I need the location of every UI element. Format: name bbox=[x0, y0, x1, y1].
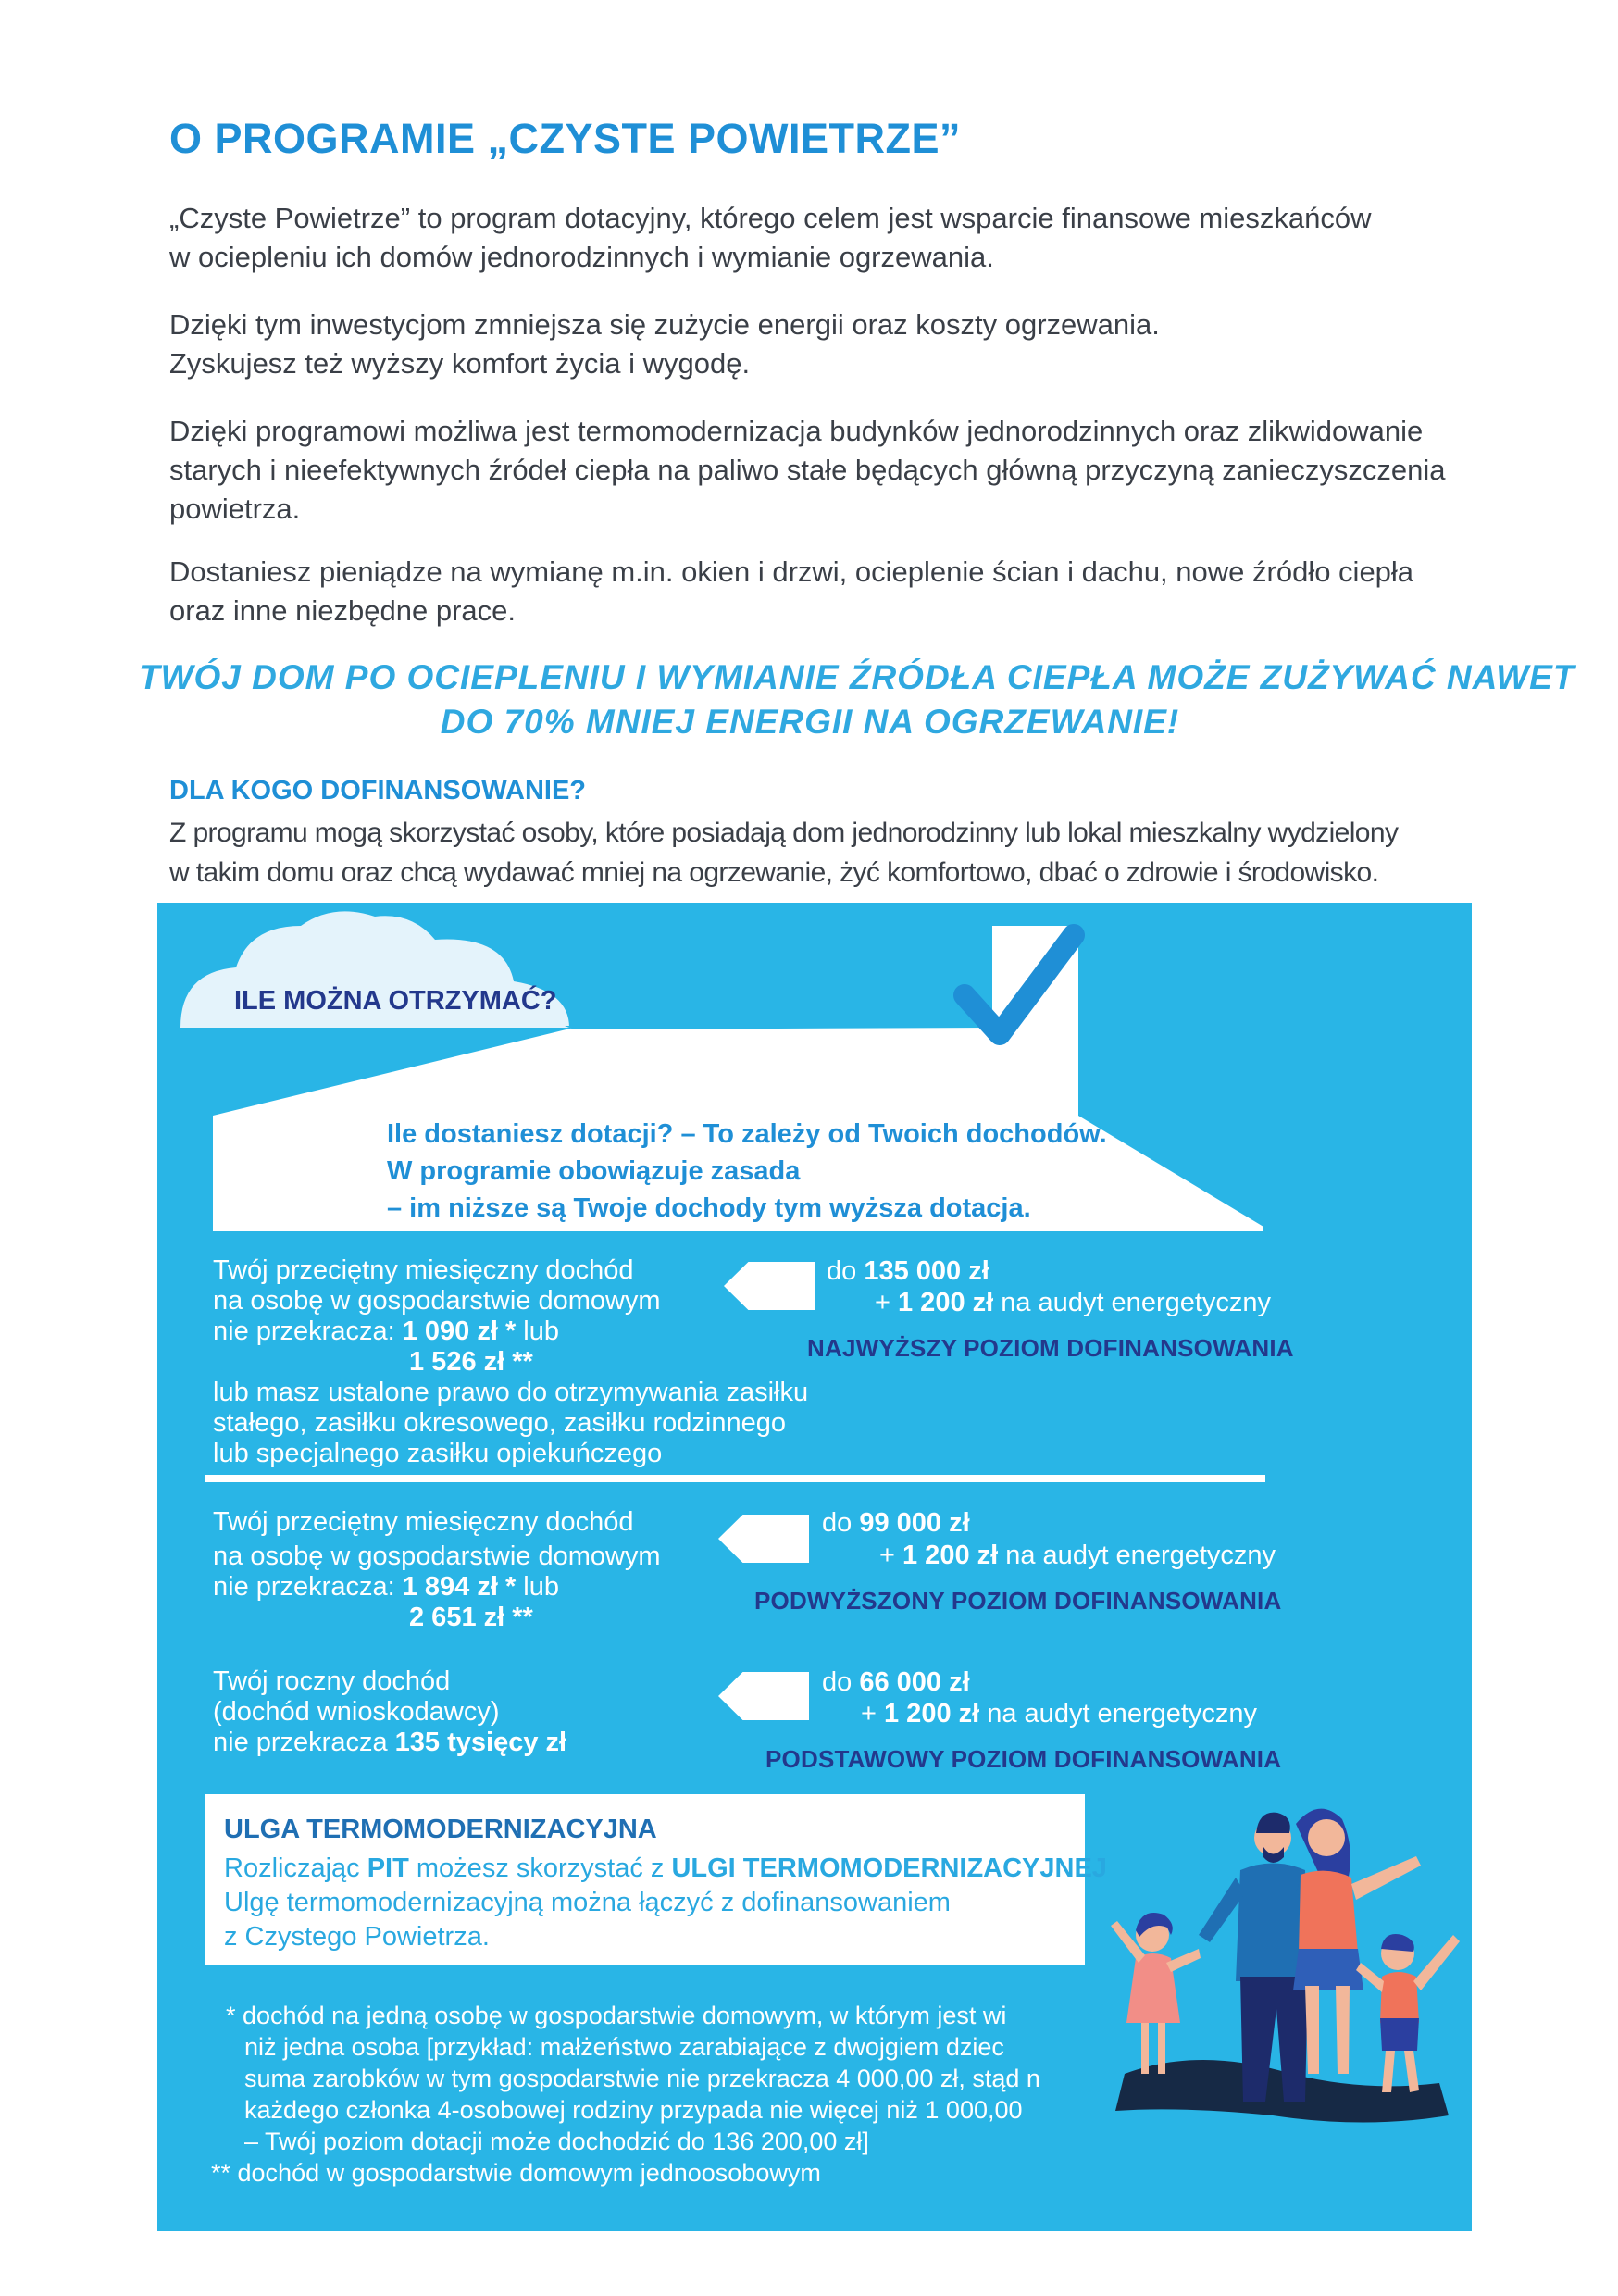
who-heading: DLA KOGO DOFINANSOWANIE? bbox=[169, 776, 587, 805]
tier-2-audit: + 1 200 zł na audyt energetyczny bbox=[879, 1541, 1276, 1570]
tier-1-audit: + 1 200 zł na audyt energetyczny bbox=[875, 1288, 1272, 1317]
tier-2-amount: do 99 000 zł bbox=[822, 1508, 970, 1538]
tier-3-condition: Twój roczny dochód (dochód wnioskodawcy) nie przekracza 135 tysięcy zł bbox=[213, 1666, 567, 1757]
intro-paragraph-1: „Czyste Powietrze” to program dotacyjny, którego celem jest wsparcie finansowe mieszkańców w ociepleniu ich domów jednorodzinnych i wymianie ogrzewania. bbox=[169, 202, 1372, 273]
how-much-heading: ILE MOŻNA OTRZYMAĆ? bbox=[234, 986, 557, 1016]
tier-3-amount: do 66 000 zł bbox=[822, 1667, 970, 1697]
tier-2-level: PODWYŻSZONY POZIOM DOFINANSOWANIA bbox=[754, 1587, 1282, 1615]
ulga-text: Rozliczając PIT możesz skorzystać z ULGI TERMOMODERNIZACYJNEJ Ulgę termomodernizacyjną można łączyć z dofinansowaniem z Czystego Powietrza. bbox=[224, 1853, 1107, 1952]
tier-divider bbox=[205, 1475, 1265, 1482]
intro-paragraph-4: Dostaniesz pieniądze na wymianę m.in. okien i drzwi, ocieplenie ścian i dachu, nowe źródło ciepła oraz inne niezbędne prace. bbox=[169, 555, 1414, 627]
energy-slogan: TWÓJ DOM PO OCIEPLENIU I WYMIANIE ŹRÓDŁA CIEPŁA MOŻE ZUŻYWAĆ NAWET DO 70% MNIEJ ENERGII NA OGRZEWANIE! bbox=[139, 658, 1575, 741]
tier-1-amount: do 135 000 zł bbox=[827, 1256, 989, 1286]
family-illustration bbox=[1088, 1796, 1476, 2166]
tier-2-condition: Twój przeciętny miesięczny dochód na osobę w gospodarstwie domowym nie przekracza: 1 894 zł * lub 2 651 zł ** bbox=[213, 1507, 661, 1632]
page-title: O PROGRAMIE „CZYSTE POWIETRZE” bbox=[169, 115, 962, 162]
footnotes: * dochód na jedną osobę w gospodarstwie domowym, w którym jest wi niż jedna osoba [przykład: małżeństwo zarabiające z dwojgiem dziec suma zarobków w tym gospodarstwie nie przekracza 4 000,00 zł, stąd n każdego członka 4-osobowej rodziny przypada nie więcej niż 1 000,00 – Twój poziom dotacji może dochodzić do 136 200,00 zł] ** dochód w gospodarstwie domowym jednoosobowym bbox=[211, 2002, 1040, 2187]
tier-1-level: NAJWYŻSZY POZIOM DOFINANSOWANIA bbox=[807, 1334, 1294, 1362]
ulga-heading: ULGA TERMOMODERNIZACYJNA bbox=[224, 1815, 657, 1844]
girl-figure bbox=[1111, 1913, 1201, 2074]
tier-3-audit: + 1 200 zł na audyt energetyczny bbox=[861, 1699, 1258, 1728]
intro-paragraph-2: Dzięki tym inwestycjom zmniejsza się zużycie energii oraz koszty ogrzewania. Zyskujesz też wyższy komfort życia i wygodę. bbox=[169, 308, 1160, 380]
tier-1-condition: Twój przeciętny miesięczny dochód na osobę w gospodarstwie domowym nie przekracza: 1 090 zł * lub 1 526 zł ** lub masz ustalone prawo do otrzymywania zasiłku stałego, zasiłku okresowego, zasiłku rodzinnego lub specjalnego zasiłku opiekuńczego bbox=[213, 1255, 809, 1468]
tier-3-level: PODSTAWOWY POZIOM DOFINANSOWANIA bbox=[765, 1745, 1282, 1773]
intro-paragraph-3: Dzięki programowi możliwa jest termomodernizacja budynków jednorodzinnych oraz zlikwidowanie starych i nieefektywnych źródeł ciepła na paliwo stałe będących główną przyczyną zanieczyszczenia powietrza. bbox=[169, 415, 1446, 525]
who-text: Z programu mogą skorzystać osoby, które posiadają dom jednorodzinny lub lokal mieszkalny wydzielony w takim domu oraz chcą wydawać mniej na ogrzewanie, żyć komfortowo, dbać o zdrowie i środowisko. bbox=[169, 817, 1399, 888]
boy-figure bbox=[1356, 1934, 1460, 2092]
funding-principle: Ile dostaniesz dotacji? – To zależy od Twoich dochodów. W programie obowiązuje zasada – im niższe są Twoje dochody tym wyższa dotacja. bbox=[387, 1119, 1107, 1223]
